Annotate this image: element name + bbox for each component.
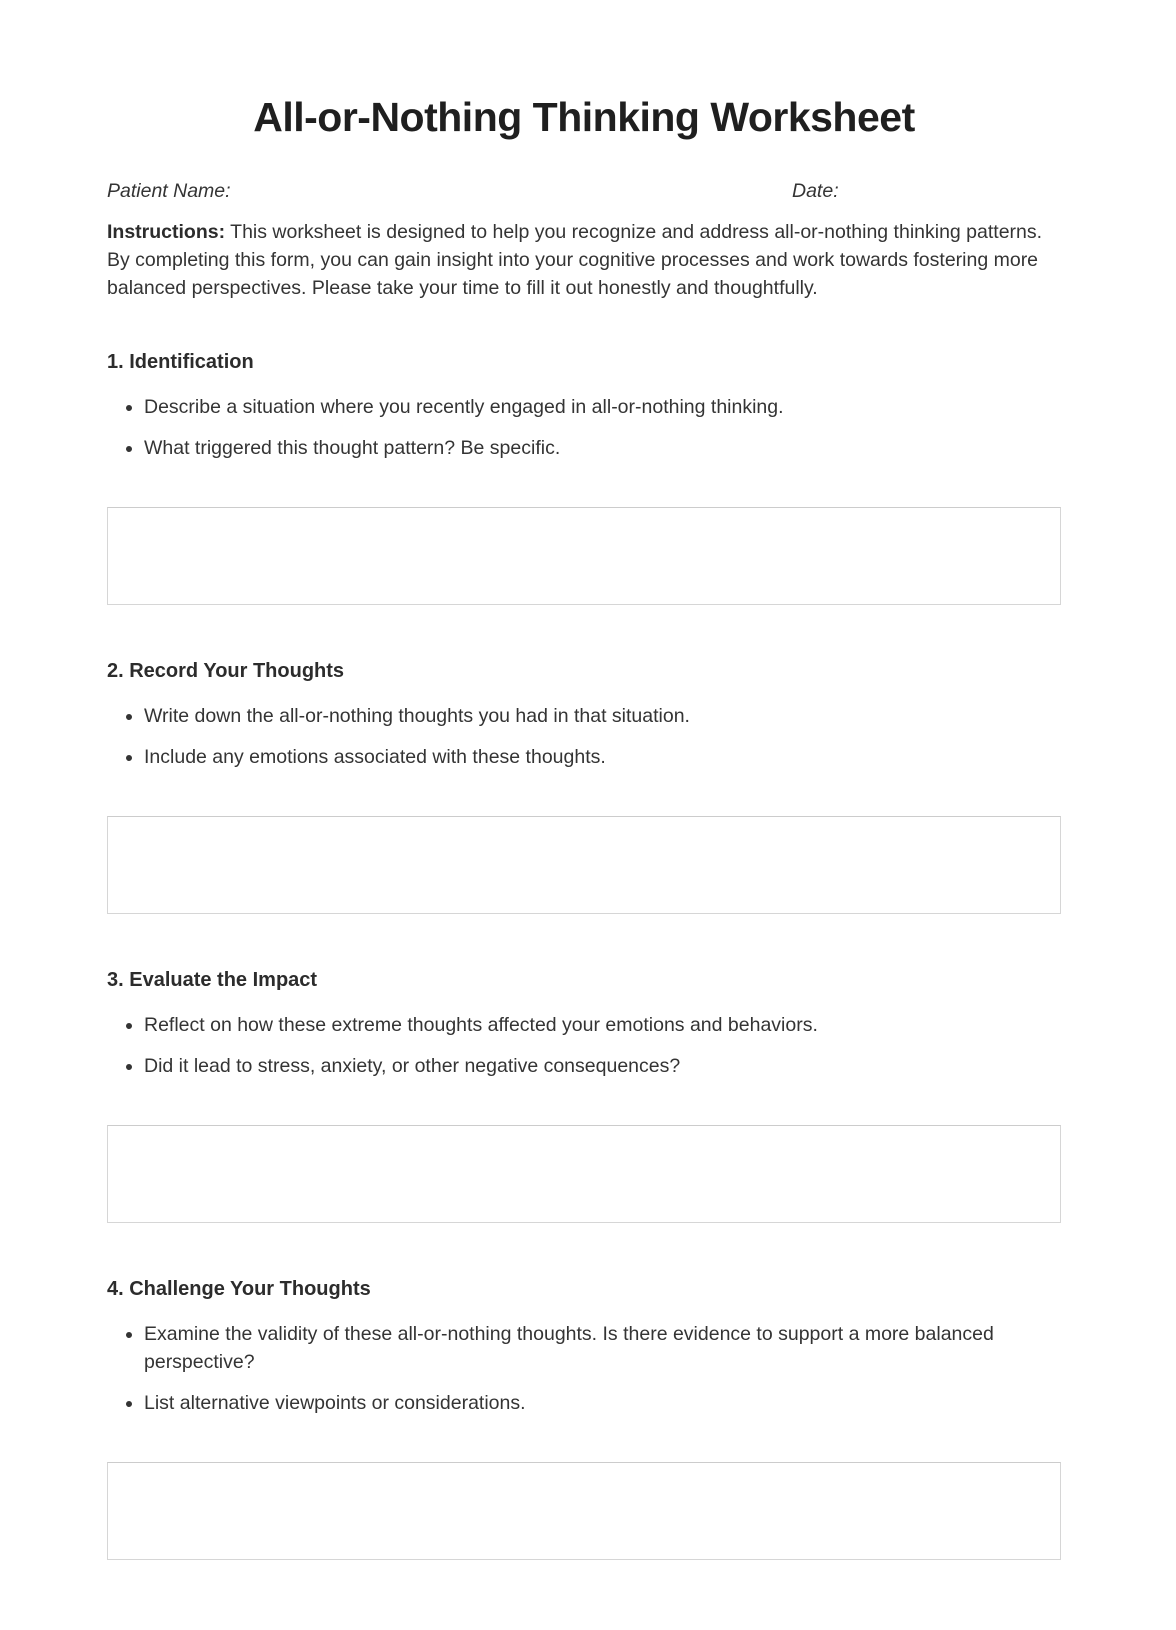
instructions-paragraph [107, 218, 1061, 302]
section-1-heading: 1. Identification [107, 351, 254, 373]
section-record-thoughts [107, 657, 1061, 914]
worksheet-page [107, 0, 1061, 1560]
bullet-item: • Write down the all-or-nothing thoughts you had in that situation. [144, 702, 1061, 730]
bullet-item: • Did it lead to stress, anxiety, or other negative consequences? [144, 1052, 1061, 1080]
section-2-response-box[interactable] [107, 816, 1061, 914]
section-3-bullet-list [107, 1011, 1061, 1080]
bullet-item: • Examine the validity of these all-or-nothing thoughts. Is there evidence to support a more balanced perspective? [144, 1320, 1061, 1376]
section-identification [107, 348, 1061, 605]
section-3-heading: 3. Evaluate the Impact [107, 969, 318, 991]
section-1-response-box[interactable] [107, 507, 1061, 605]
section-2-heading: 2. Record Your Thoughts [107, 660, 345, 682]
patient-name-label: Patient Name: [107, 180, 231, 202]
section-3-response-box[interactable] [107, 1125, 1061, 1223]
page-title: All-or-Nothing Thinking Worksheet [253, 94, 915, 140]
bullet-item: • List alternative viewpoints or considerations. [144, 1389, 1061, 1417]
section-evaluate-impact [107, 966, 1061, 1223]
date-label: Date: [792, 180, 839, 202]
patient-date-row [107, 177, 1061, 205]
section-4-bullet-list [107, 1320, 1061, 1417]
instructions-text: This worksheet is designed to help you recognize and address all-or-nothing thinking patterns. By completing this form, you can gain insight into your cognitive processes and work towards fostering more balanced perspectives. Please take your time to fill it out honestly and thoughtfully. [107, 221, 1043, 299]
section-2-bullet-list [107, 702, 1061, 771]
bullet-item: • What triggered this thought pattern? Be specific. [144, 434, 1061, 462]
section-1-bullet-list [107, 393, 1061, 462]
section-4-heading: 4. Challenge Your Thoughts [107, 1278, 371, 1300]
bullet-item: • Describe a situation where you recently engaged in all-or-nothing thinking. [144, 393, 1061, 421]
bullet-item: • Include any emotions associated with these thoughts. [144, 743, 1061, 771]
bullet-item: • Reflect on how these extreme thoughts affected your emotions and behaviors. [144, 1011, 1061, 1039]
section-challenge-thoughts [107, 1275, 1061, 1560]
instructions-label: Instructions: [107, 221, 226, 243]
section-4-response-box[interactable] [107, 1462, 1061, 1560]
